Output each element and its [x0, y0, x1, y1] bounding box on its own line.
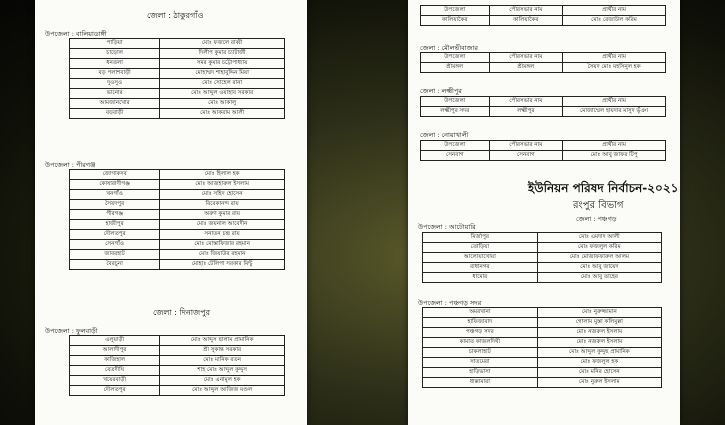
table-cell: জোগাকদব: [70, 170, 160, 180]
table-row: [70, 356, 285, 366]
table-cell: অরুণ কুমার রায়: [160, 210, 285, 220]
table-header-cell: প্রার্থীর নাম: [563, 141, 666, 151]
table-header-cell: পৌরসভার নাম: [489, 141, 563, 151]
table-header-row: [421, 141, 666, 151]
table-cell: মোঃ আকালু: [160, 99, 285, 109]
table-cell: সেনবাগ: [489, 151, 563, 161]
table-pirganj: [69, 169, 285, 270]
upazila-label-baliadangi: উপজেলা : বালিয়াডাঙ্গী: [45, 30, 107, 38]
table-header-cell: পৌরসভার নাম: [489, 53, 563, 63]
table-cell: সেনবাগ: [421, 151, 490, 161]
table-cell: দুওসুও: [70, 79, 160, 89]
table-cell: শ্রীমঙ্গল: [421, 63, 490, 73]
table-cell: তোড়িয়া: [423, 243, 538, 253]
table-row: [423, 328, 662, 338]
upazila-label-panchagarh-sadar: উপজেলা : পঞ্চগড় সদর: [418, 299, 482, 307]
table-cell: আলোয়াখোয়া: [423, 253, 538, 263]
table-cell: মোঃ আব্দুল কুদ্দুছ প্রামানিক: [537, 348, 661, 358]
table-header-cell: পৌরসভার নাম: [489, 6, 563, 16]
table-header-row: [421, 6, 666, 16]
table-cell: সৈয়দ মোঃ মহসিনুল হক: [563, 63, 666, 73]
table-cell: ধাক্কামারা: [423, 378, 538, 388]
table-row: [70, 89, 285, 99]
table-cell: কোষারাণীগঞ্জ: [70, 180, 160, 190]
table-cell: মোহাম্মদ শাহাবুদ্দিন মিয়া: [160, 69, 285, 79]
table-cell: মোঃ আব্দুস ছালাম প্রামানিক: [160, 336, 285, 346]
table-cell: লক্ষ্মীপুর: [489, 107, 563, 117]
table-cell: মোঃ আব্দুল ওয়াহাব সরকার: [160, 89, 285, 99]
table-cell: এলুয়াড়ী: [70, 336, 160, 346]
table-cell: বিবেকানন্দ রায়: [160, 200, 285, 210]
table-row: [423, 348, 662, 358]
table-cell: মোঃ মানিক রতন: [160, 356, 285, 366]
table-cell: হাফিজাবাদ: [423, 318, 538, 328]
district-heading-noakhali: জেলা : নোয়াখালী: [420, 131, 469, 139]
table-cell: চাড়োল: [70, 49, 160, 59]
table-cell: মোঃ এমদাদ আলী: [537, 233, 661, 243]
table-cell: গোলাম মুস্তা কলিমুল্লা: [537, 318, 661, 328]
table-header-cell: উপজেলা: [421, 97, 490, 107]
table-row: [70, 49, 285, 59]
table-cell: কাজিহাল: [70, 356, 160, 366]
district-heading-dinajpur: জেলা : দিনাজপুর: [153, 308, 211, 317]
table-header-cell: উপজেলা: [421, 53, 490, 63]
table-row: [70, 210, 285, 220]
table-cell: জাবরহাট: [70, 250, 160, 260]
table-cell: কালিয়াকৈর: [489, 16, 563, 26]
table-noakhali: [420, 140, 666, 161]
table-cell: ভানোর: [70, 89, 160, 99]
table-cell: বড় পলাশবাড়ী: [70, 69, 160, 79]
division-title: রংপুর বিভাগ: [573, 200, 624, 211]
table-cell: রাধানগর: [423, 263, 538, 273]
table-cell: বৈরচুনা: [70, 260, 160, 270]
table-row: [70, 230, 285, 240]
table-header-cell: প্রার্থীর নাম: [563, 6, 666, 16]
table-row: [423, 273, 662, 283]
table-row: [70, 240, 285, 250]
table-cell: মোঃ ফজলে রাব্বী: [160, 39, 285, 49]
table-cell: মোঃ রেজাউল করিম: [563, 16, 666, 26]
table-row: [421, 16, 666, 26]
table-cell: মোঃ জিয়াউর রহমান: [160, 250, 285, 260]
table-moulvibazar: [420, 52, 666, 73]
table-row: [70, 190, 285, 200]
district-heading-thakurgaon: জেলা : ঠাকুরগাঁও: [147, 11, 204, 20]
table-cell: খয়েরবাড়ী: [70, 376, 160, 386]
table-cell: মোঃ আব্দুল আজিজ মণ্ডল: [160, 386, 285, 396]
table-cell: মোঃ নজরুল ইসলাম: [537, 338, 661, 348]
table-cell: মোজাম্মেল হায়দার মাসুদ ভূঁঞা: [563, 107, 666, 117]
table-cell: কালিয়াকৈর: [421, 16, 490, 26]
table-cell: পাড়িয়া: [70, 39, 160, 49]
table-row: [423, 253, 662, 263]
table-baliadangi: [69, 38, 285, 119]
table-cell: মোঃ নুরুজ্জামান: [537, 308, 661, 318]
table-cell: সাতমেরা: [423, 358, 538, 368]
table-header-row: [421, 53, 666, 63]
table-cell: সমর কুমার চট্টোপাধ্যায়: [160, 59, 285, 69]
table-header-cell: উপজেলা: [421, 141, 490, 151]
table-row: [70, 376, 285, 386]
upazila-label-pirganj: উপজেলা : পীরগঞ্জ: [45, 161, 96, 169]
district-heading-lakshmipur: জেলা : লক্ষ্মীপুর: [420, 87, 462, 95]
table-row: [423, 243, 662, 253]
table-cell: মোঃ জয়নাল আবেদীন: [160, 220, 285, 230]
table-cell: হাড়িভাসা: [423, 368, 538, 378]
table-row: [70, 250, 285, 260]
table-row: [421, 151, 666, 161]
table-cell: মোঃ সহিদ হোসেন: [160, 190, 285, 200]
table-cell: হাজীপুর: [70, 220, 160, 230]
table-cell: বেতদীঘি: [70, 366, 160, 376]
table-cell: ধনতলা: [70, 59, 160, 69]
table-row: [70, 260, 285, 270]
table-row: [423, 318, 662, 328]
table-cell: ধামোর: [423, 273, 538, 283]
upazila-label-atwari: উপজেলা : আটোয়ারি: [418, 223, 476, 231]
union-election-title: ইউনিয়ন পরিষদ নির্বাচন-২০২১: [528, 181, 679, 195]
table-row: [70, 386, 285, 396]
table-row: [70, 220, 285, 230]
table-cell: আমজানখোর: [70, 99, 160, 109]
table-header-row: [421, 97, 666, 107]
table-header-cell: প্রার্থীর নাম: [563, 53, 666, 63]
table-cell: মোঃ মনির হোসেন: [537, 368, 661, 378]
table-cell: পঞ্চগড় সদর: [423, 328, 538, 338]
table-row: [423, 233, 662, 243]
table-row: [423, 358, 662, 368]
table-cell: মোঃ নজরুল ইসলাম: [537, 328, 661, 338]
table-cell: দৌলতপুর: [70, 386, 160, 396]
table-cell: দৌলতপুর: [70, 230, 160, 240]
table-row: [70, 99, 285, 109]
table-cell: মোঃ মোস্তাফিজার রহমান: [160, 240, 285, 250]
table-row: [70, 366, 285, 376]
table-cell: মোঃ আবু জায়েদ: [537, 263, 661, 273]
table-cell: মোঃ মোজাফফারুল আলম: [537, 253, 661, 263]
table-cell: দিলীপ কুমার চ্যাটার্জী: [160, 49, 285, 59]
table-cell: মোঃ আবু জাফর টিপু: [563, 151, 666, 161]
table-fulbari: [69, 335, 285, 396]
district-heading-panchagarh: জেলা : পঞ্চগড়: [576, 215, 617, 223]
table-cell: বড়বাড়ী: [70, 109, 160, 119]
table-cell: মোঃ ফজলুল করিম: [537, 243, 661, 253]
table-cell: সনাতন চন্দ্র রায়: [160, 230, 285, 240]
table-row: [70, 69, 285, 79]
table-row: [70, 59, 285, 69]
table-cell: পীরগঞ্জ: [70, 210, 160, 220]
table-cell: অমরখানা: [423, 308, 538, 318]
table-header-cell: পৌরসভার নাম: [489, 97, 563, 107]
table-row: [70, 170, 285, 180]
table-cell: মির্জাপুর: [423, 233, 538, 243]
table-cell: সৈয়দপুর: [70, 200, 160, 210]
table-cell: কামাত কাজলদিঘী: [423, 338, 538, 348]
table-cell: খনগাঁও: [70, 190, 160, 200]
table-cell: শ্রী সুকান্ত সরকার: [160, 346, 285, 356]
table-row: [70, 200, 285, 210]
table-row: [70, 346, 285, 356]
table-cell: শ্রীমঙ্গল: [489, 63, 563, 73]
district-heading-moulvibazar: জেলা : মৌলভীবাজার: [420, 44, 478, 52]
table-row: [421, 107, 666, 117]
table-row: [70, 336, 285, 346]
table-header-cell: প্রার্থীর নাম: [563, 97, 666, 107]
table-cell: মোঃ ফজলুল হক: [537, 358, 661, 368]
table-row: [423, 378, 662, 388]
table-row: [423, 308, 662, 318]
table-panchagarh-sadar: [422, 307, 662, 388]
table-row: [423, 368, 662, 378]
table-kaliakair: [420, 5, 666, 26]
table-row: [70, 39, 285, 49]
table-row: [421, 63, 666, 73]
table-cell: সেনগাঁও: [70, 240, 160, 250]
table-cell: মোঃ এনামুল হক: [160, 376, 285, 386]
table-cell: লক্ষ্মীপুর সদর: [421, 107, 490, 117]
table-cell: মোঃ আবু তাহের: [537, 273, 661, 283]
document-page-right: [408, 0, 680, 425]
table-cell: চাকলাহাট: [423, 348, 538, 358]
document-page-left: [35, 0, 307, 425]
table-header-cell: উপজেলা: [421, 6, 490, 16]
table-cell: মোঃ সোহেল রানা: [160, 79, 285, 89]
table-cell: মোহাঃ টেলিপা সরকার মিন্টু: [160, 260, 285, 270]
table-cell: আলাদীপুর: [70, 346, 160, 356]
table-cell: মোঃ নুরুল ইসলাম: [537, 378, 661, 388]
table-row: [70, 79, 285, 89]
table-row: [423, 338, 662, 348]
table-row: [70, 180, 285, 190]
table-cell: মোঃ হিলাল হক: [160, 170, 285, 180]
table-row: [70, 109, 285, 119]
table-row: [423, 263, 662, 273]
table-cell: শাহ মোঃ আব্দুল কুদ্দুস: [160, 366, 285, 376]
table-atwari: [422, 232, 662, 283]
table-cell: মোঃ আজহারুল ইসলাম: [160, 180, 285, 190]
upazila-label-fulbari: উপজেলা : ফুলবাড়ী: [45, 327, 98, 335]
table-cell: মোঃ আকরাম আলী: [160, 109, 285, 119]
table-lakshmipur: [420, 96, 666, 117]
